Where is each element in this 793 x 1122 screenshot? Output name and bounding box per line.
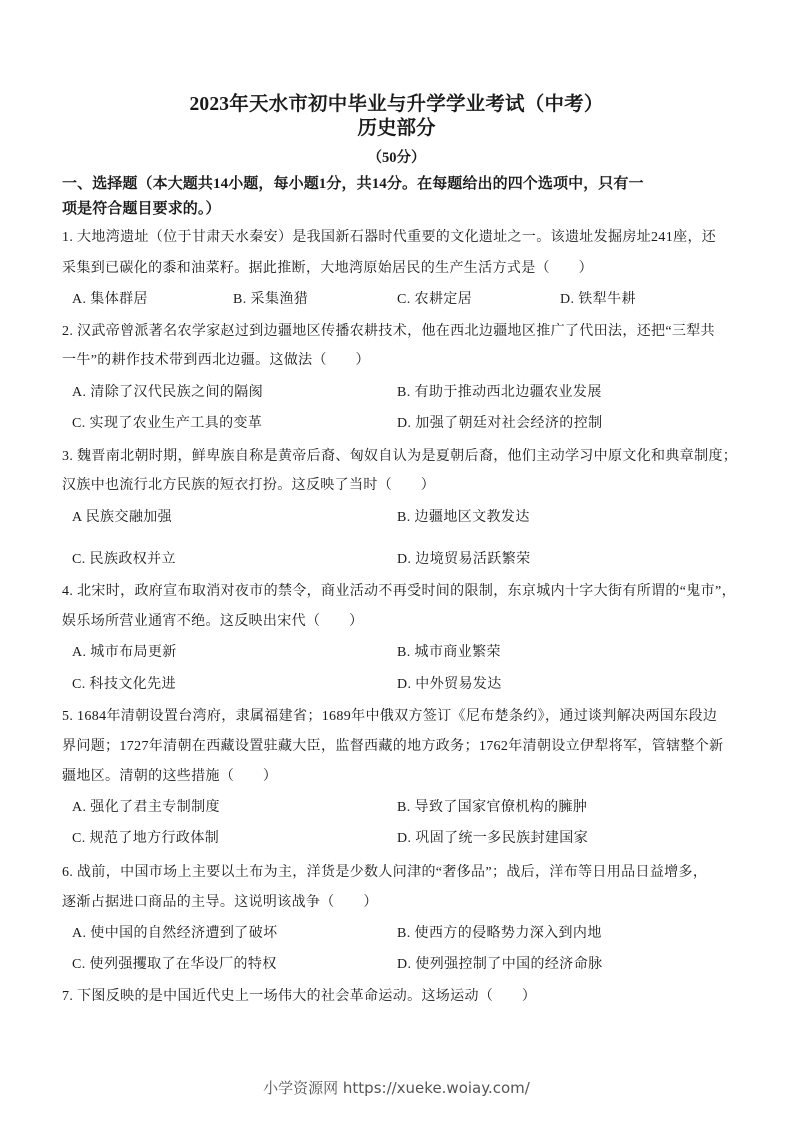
section-heading-cont: 项是符合题目要求的。） [62,201,221,217]
option-d[interactable]: D. 铁犁牛耕 [560,292,636,307]
option-b[interactable]: B. 导致了国家官僚机构的臃肿 [397,800,588,815]
total-score: （50分） [367,150,426,166]
question-text: 3. 魏晋南北朝时期，鲜卑族自称是黄帝后裔、匈奴自认为是夏朝后裔，他们主动学习中原文化和典章制度； [62,449,738,464]
option-d[interactable]: D. 巩固了统一多民族封建国家 [397,831,589,846]
option-b[interactable]: B. 采集渔猎 [233,292,309,307]
option-b[interactable]: B. 边疆地区文教发达 [397,510,530,525]
question-text: 逐渐占据进口商品的主导。这说明该战争（ ） [62,895,378,910]
option-c[interactable]: C. 农耕定居 [397,292,473,307]
option-c[interactable]: C. 规范了地方行政体制 [72,831,220,846]
question-text: 汉族中也流行北方民族的短衣打扮。这反映了当时（ ） [62,478,436,493]
question-text: 6. 战前，中国市场上主要以土布为主，洋货是少数人问津的“奢侈品”；战后，洋布等日用品日益增多， [62,865,708,880]
option-c[interactable]: C. 实现了农业生产工具的变革 [72,416,263,431]
option-b[interactable]: B. 城市商业繁荣 [397,645,501,660]
option-d[interactable]: D. 使列强控制了中国的经济命脉 [397,957,603,972]
watermark: 小学资源网 https://xueke.woiay.com/ [263,1079,530,1097]
question-text: 1. 大地湾遗址（位于甘肃天水秦安）是我国新石器时代重要的文化遗址之一。该遗址发掘房址241座，还 [62,230,717,245]
exam-subtitle: 历史部分 [357,118,436,139]
option-a[interactable]: A. 清除了汉代民族之间的隔阂 [72,385,264,400]
question-text: 采集到已碳化的黍和油菜籽。据此推断，大地湾原始居民的生产生活方式是（ ） [62,261,593,276]
question-text: 5. 1684年清朝设置台湾府，隶属福建省；1689年中俄双方签订《尼布楚条约》，通过谈判解决两国东段边 [62,709,718,724]
option-a[interactable]: A. 集体群居 [72,292,148,307]
option-c[interactable]: C. 科技文化先进 [72,677,176,692]
question-text: 娱乐场所营业通宵不绝。这反映出宋代（ ） [62,614,364,629]
question-text: 2. 汉武帝曾派著名农学家赵过到边疆地区传播农耕技术，他在西北边疆地区推广了代田法，还把“三犁共 [62,324,716,339]
question-text: 一牛”的耕作技术带到西北边疆。这做法（ ） [62,353,370,368]
question-text: 界问题；1727年清朝在西藏设置驻藏大臣，监督西藏的地方政务；1762年清朝设立伊犁将军，管辖整个新 [62,739,724,754]
question-text: 疆地区。清朝的这些措施（ ） [62,769,278,784]
question-text: 7. 下图反映的是中国近代史上一场伟大的社会革命运动。这场运动（ ） [62,989,537,1004]
exam-title: 2023年天水市初中毕业与升学学业考试（中考） [189,94,604,115]
option-a[interactable]: A. 使中国的自然经济遭到了破坏 [72,926,278,941]
option-a[interactable]: A. 城市布局更新 [72,645,177,660]
option-d[interactable]: D. 中外贸易发达 [397,677,502,692]
option-c[interactable]: C. 使列强攫取了在华设厂的特权 [72,957,277,972]
option-a[interactable]: A. 强化了君主专制制度 [72,800,220,815]
option-d[interactable]: D. 边境贸易活跃繁荣 [397,552,531,567]
question-text: 4. 北宋时，政府宣布取消对夜市的禁令，商业活动不再受时间的限制，东京城内十字大街有所谓的“鬼市”， [62,584,736,599]
option-a[interactable]: A 民族交融加强 [72,510,173,525]
option-b[interactable]: B. 使西方的侵略势力深入到内地 [397,926,602,941]
option-b[interactable]: B. 有助于推动西北边疆农业发展 [397,385,602,400]
option-d[interactable]: D. 加强了朝廷对社会经济的控制 [397,416,603,431]
section-heading: 一、选择题（本大题共14小题，每小题1分，共14分。在每题给出的四个选项中，只有一 [62,176,644,192]
option-c[interactable]: C. 民族政权并立 [72,552,176,567]
